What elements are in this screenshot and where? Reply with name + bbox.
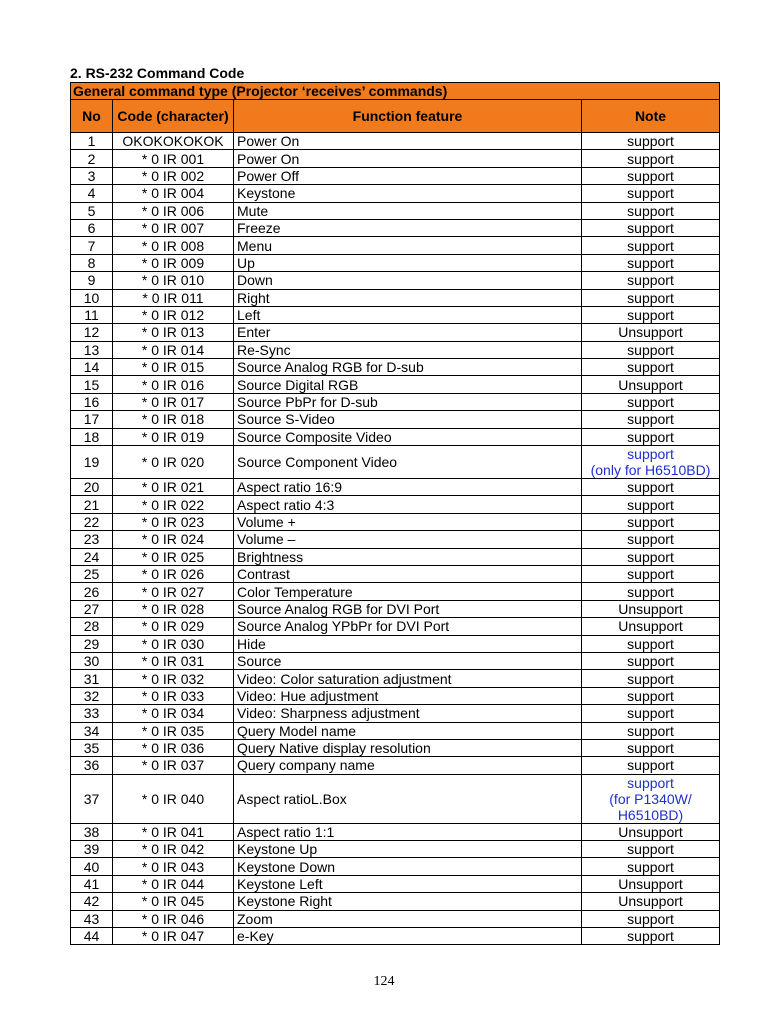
command-code: * 0 IR 040 bbox=[113, 774, 234, 823]
row-number: 15 bbox=[71, 376, 113, 393]
note-cell: support bbox=[582, 858, 720, 875]
command-code: * 0 IR 020 bbox=[113, 446, 234, 479]
note-cell: Unsupport bbox=[582, 618, 720, 635]
command-code: * 0 IR 006 bbox=[113, 202, 234, 219]
table-row bbox=[71, 167, 720, 184]
command-code: * 0 IR 025 bbox=[113, 548, 234, 565]
table-row bbox=[71, 376, 720, 393]
command-code: * 0 IR 046 bbox=[113, 910, 234, 927]
table-title-row bbox=[71, 83, 720, 100]
row-number: 14 bbox=[71, 359, 113, 376]
header-code: Code (character) bbox=[113, 100, 234, 133]
table-row bbox=[71, 722, 720, 739]
row-number: 17 bbox=[71, 411, 113, 428]
note-cell: support bbox=[582, 910, 720, 927]
note-cell: support bbox=[582, 202, 720, 219]
command-code: * 0 IR 015 bbox=[113, 359, 234, 376]
row-number: 39 bbox=[71, 841, 113, 858]
row-number: 10 bbox=[71, 289, 113, 306]
note-cell: support bbox=[582, 739, 720, 756]
note-cell bbox=[582, 446, 720, 479]
function-feature: Aspect ratio 1:1 bbox=[234, 823, 582, 840]
note-cell: Unsupport bbox=[582, 823, 720, 840]
note-cell: support bbox=[582, 496, 720, 513]
function-feature: Power Off bbox=[234, 167, 582, 184]
row-number: 20 bbox=[71, 479, 113, 496]
note-cell: support bbox=[582, 150, 720, 167]
row-number: 31 bbox=[71, 670, 113, 687]
header-note: Note bbox=[582, 100, 720, 133]
command-code: * 0 IR 033 bbox=[113, 687, 234, 704]
function-feature: Aspect ratioL.Box bbox=[234, 774, 582, 823]
command-code: * 0 IR 031 bbox=[113, 652, 234, 669]
table-row bbox=[71, 635, 720, 652]
note-cell: support bbox=[582, 359, 720, 376]
row-number: 9 bbox=[71, 272, 113, 289]
function-feature: Video: Sharpness adjustment bbox=[234, 705, 582, 722]
command-code: * 0 IR 002 bbox=[113, 167, 234, 184]
row-number: 29 bbox=[71, 635, 113, 652]
table-row bbox=[71, 341, 720, 358]
command-code: * 0 IR 001 bbox=[113, 150, 234, 167]
row-number: 33 bbox=[71, 705, 113, 722]
command-code: * 0 IR 022 bbox=[113, 496, 234, 513]
note-cell: support bbox=[582, 219, 720, 236]
table-row bbox=[71, 841, 720, 858]
note-status: support bbox=[627, 774, 674, 791]
note-cell: support bbox=[582, 928, 720, 945]
note-cell: support bbox=[582, 237, 720, 254]
table-row bbox=[71, 479, 720, 496]
note-cell: support bbox=[582, 687, 720, 704]
row-number: 34 bbox=[71, 722, 113, 739]
command-code: * 0 IR 024 bbox=[113, 531, 234, 548]
command-code: * 0 IR 035 bbox=[113, 722, 234, 739]
note-status: support bbox=[627, 446, 674, 463]
command-code: * 0 IR 045 bbox=[113, 893, 234, 910]
row-number: 2 bbox=[71, 150, 113, 167]
note-cell: support bbox=[582, 652, 720, 669]
row-number: 35 bbox=[71, 739, 113, 756]
command-code: * 0 IR 028 bbox=[113, 600, 234, 617]
function-feature: Source Analog YPbPr for DVI Port bbox=[234, 618, 582, 635]
row-number: 8 bbox=[71, 254, 113, 271]
row-number: 28 bbox=[71, 618, 113, 635]
row-number: 12 bbox=[71, 324, 113, 341]
command-code: * 0 IR 014 bbox=[113, 341, 234, 358]
note-cell: support bbox=[582, 185, 720, 202]
command-code: * 0 IR 021 bbox=[113, 479, 234, 496]
table-row bbox=[71, 531, 720, 548]
table-row bbox=[71, 411, 720, 428]
row-number: 7 bbox=[71, 237, 113, 254]
row-number: 25 bbox=[71, 565, 113, 582]
table-row bbox=[71, 254, 720, 271]
header-no: No bbox=[71, 100, 113, 133]
table-row bbox=[71, 237, 720, 254]
function-feature: Source PbPr for D-sub bbox=[234, 393, 582, 410]
command-code: * 0 IR 008 bbox=[113, 237, 234, 254]
row-number: 6 bbox=[71, 219, 113, 236]
command-code: * 0 IR 036 bbox=[113, 739, 234, 756]
row-number: 32 bbox=[71, 687, 113, 704]
function-feature: Keystone bbox=[234, 185, 582, 202]
command-code: * 0 IR 026 bbox=[113, 565, 234, 582]
function-feature: Source Analog RGB for D-sub bbox=[234, 359, 582, 376]
function-feature: Aspect ratio 16:9 bbox=[234, 479, 582, 496]
note-detail: (for P1340W/ bbox=[609, 790, 692, 807]
function-feature: Power On bbox=[234, 150, 582, 167]
function-feature: Menu bbox=[234, 237, 582, 254]
table-row bbox=[71, 875, 720, 892]
note-cell: support bbox=[582, 722, 720, 739]
function-feature: Up bbox=[234, 254, 582, 271]
command-code: * 0 IR 027 bbox=[113, 583, 234, 600]
row-number: 43 bbox=[71, 910, 113, 927]
table-row bbox=[71, 687, 720, 704]
row-number: 5 bbox=[71, 202, 113, 219]
function-feature: Source Composite Video bbox=[234, 428, 582, 445]
note-cell: support bbox=[582, 513, 720, 530]
table-row bbox=[71, 583, 720, 600]
table-row bbox=[71, 565, 720, 582]
command-code: * 0 IR 044 bbox=[113, 875, 234, 892]
function-feature: Hide bbox=[234, 635, 582, 652]
note-detail: H6510BD) bbox=[617, 806, 684, 823]
command-code: * 0 IR 007 bbox=[113, 219, 234, 236]
note-cell: support bbox=[582, 254, 720, 271]
table-row bbox=[71, 910, 720, 927]
table-row bbox=[71, 289, 720, 306]
command-code: * 0 IR 010 bbox=[113, 272, 234, 289]
note-cell: support bbox=[582, 306, 720, 323]
note-cell bbox=[582, 774, 720, 823]
table-row bbox=[71, 893, 720, 910]
row-number: 36 bbox=[71, 757, 113, 774]
table-header-row bbox=[71, 100, 720, 133]
row-number: 1 bbox=[71, 133, 113, 150]
function-feature: e-Key bbox=[234, 928, 582, 945]
row-number: 11 bbox=[71, 306, 113, 323]
table-row bbox=[71, 600, 720, 617]
function-feature: Source bbox=[234, 652, 582, 669]
function-feature: Keystone Left bbox=[234, 875, 582, 892]
table-row bbox=[71, 428, 720, 445]
command-code: * 0 IR 017 bbox=[113, 393, 234, 410]
table-row bbox=[71, 548, 720, 565]
function-feature: Power On bbox=[234, 133, 582, 150]
command-code: * 0 IR 004 bbox=[113, 185, 234, 202]
function-feature: Source Digital RGB bbox=[234, 376, 582, 393]
note-cell: support bbox=[582, 670, 720, 687]
note-cell: support bbox=[582, 548, 720, 565]
command-code: * 0 IR 047 bbox=[113, 928, 234, 945]
command-code: * 0 IR 019 bbox=[113, 428, 234, 445]
row-number: 13 bbox=[71, 341, 113, 358]
row-number: 37 bbox=[71, 774, 113, 823]
note-cell: support bbox=[582, 289, 720, 306]
function-feature: Re-Sync bbox=[234, 341, 582, 358]
command-code: * 0 IR 009 bbox=[113, 254, 234, 271]
row-number: 23 bbox=[71, 531, 113, 548]
row-number: 38 bbox=[71, 823, 113, 840]
command-code: * 0 IR 012 bbox=[113, 306, 234, 323]
section-title: 2. RS-232 Command Code bbox=[70, 65, 245, 81]
table-row bbox=[71, 359, 720, 376]
table-row bbox=[71, 150, 720, 167]
command-code: * 0 IR 029 bbox=[113, 618, 234, 635]
table-row bbox=[71, 928, 720, 945]
table-row bbox=[71, 272, 720, 289]
note-cell: Unsupport bbox=[582, 893, 720, 910]
function-feature: Source Component Video bbox=[234, 446, 582, 479]
row-number: 44 bbox=[71, 928, 113, 945]
row-number: 4 bbox=[71, 185, 113, 202]
command-code: * 0 IR 030 bbox=[113, 635, 234, 652]
command-code: * 0 IR 043 bbox=[113, 858, 234, 875]
table-row bbox=[71, 823, 720, 840]
note-cell: support bbox=[582, 841, 720, 858]
page-number: 124 bbox=[373, 974, 395, 989]
table-row bbox=[71, 757, 720, 774]
function-feature: Query Native display resolution bbox=[234, 739, 582, 756]
row-number: 3 bbox=[71, 167, 113, 184]
table-row bbox=[71, 705, 720, 722]
table-row bbox=[71, 513, 720, 530]
note-cell: support bbox=[582, 583, 720, 600]
header-function: Function feature bbox=[234, 100, 582, 133]
table-row bbox=[71, 393, 720, 410]
function-feature: Keystone Right bbox=[234, 893, 582, 910]
function-feature: Brightness bbox=[234, 548, 582, 565]
command-code: * 0 IR 018 bbox=[113, 411, 234, 428]
table-row bbox=[71, 306, 720, 323]
command-code: * 0 IR 023 bbox=[113, 513, 234, 530]
row-number: 41 bbox=[71, 875, 113, 892]
function-feature: Video: Hue adjustment bbox=[234, 687, 582, 704]
note-detail: (only for H6510BD) bbox=[590, 462, 711, 479]
function-feature: Source S-Video bbox=[234, 411, 582, 428]
note-cell: support bbox=[582, 705, 720, 722]
note-cell: support bbox=[582, 428, 720, 445]
table-row bbox=[71, 219, 720, 236]
function-feature: Enter bbox=[234, 324, 582, 341]
note-cell: support bbox=[582, 272, 720, 289]
command-code: * 0 IR 032 bbox=[113, 670, 234, 687]
function-feature: Mute bbox=[234, 202, 582, 219]
row-number: 24 bbox=[71, 548, 113, 565]
table-title: General command type (Projector ‘receives’ commands) bbox=[71, 83, 720, 100]
row-number: 26 bbox=[71, 583, 113, 600]
command-code: * 0 IR 041 bbox=[113, 823, 234, 840]
command-table bbox=[70, 82, 720, 945]
table-row bbox=[71, 739, 720, 756]
note-cell: support bbox=[582, 479, 720, 496]
table-row bbox=[71, 652, 720, 669]
function-feature: Zoom bbox=[234, 910, 582, 927]
note-cell: support bbox=[582, 757, 720, 774]
table-row bbox=[71, 618, 720, 635]
function-feature: Aspect ratio 4:3 bbox=[234, 496, 582, 513]
note-cell: support bbox=[582, 411, 720, 428]
table-row bbox=[71, 185, 720, 202]
row-number: 27 bbox=[71, 600, 113, 617]
row-number: 22 bbox=[71, 513, 113, 530]
note-cell: support bbox=[582, 341, 720, 358]
table-row bbox=[71, 858, 720, 875]
note-cell: support bbox=[582, 393, 720, 410]
command-code: * 0 IR 016 bbox=[113, 376, 234, 393]
function-feature: Video: Color saturation adjustment bbox=[234, 670, 582, 687]
row-number: 42 bbox=[71, 893, 113, 910]
function-feature: Volume + bbox=[234, 513, 582, 530]
command-code: * 0 IR 042 bbox=[113, 841, 234, 858]
command-code: * 0 IR 037 bbox=[113, 757, 234, 774]
function-feature: Color Temperature bbox=[234, 583, 582, 600]
row-number: 21 bbox=[71, 496, 113, 513]
table-row bbox=[71, 670, 720, 687]
function-feature: Contrast bbox=[234, 565, 582, 582]
note-cell: support bbox=[582, 635, 720, 652]
function-feature: Freeze bbox=[234, 219, 582, 236]
function-feature: Left bbox=[234, 306, 582, 323]
note-cell: Unsupport bbox=[582, 875, 720, 892]
note-cell: Unsupport bbox=[582, 600, 720, 617]
table-row bbox=[71, 774, 720, 823]
command-code: * 0 IR 011 bbox=[113, 289, 234, 306]
function-feature: Right bbox=[234, 289, 582, 306]
function-feature: Down bbox=[234, 272, 582, 289]
function-feature: Keystone Up bbox=[234, 841, 582, 858]
command-code: * 0 IR 013 bbox=[113, 324, 234, 341]
row-number: 40 bbox=[71, 858, 113, 875]
note-cell: support bbox=[582, 167, 720, 184]
table-row bbox=[71, 324, 720, 341]
table-row bbox=[71, 202, 720, 219]
note-cell: support bbox=[582, 531, 720, 548]
note-cell: support bbox=[582, 565, 720, 582]
function-feature: Keystone Down bbox=[234, 858, 582, 875]
function-feature: Volume – bbox=[234, 531, 582, 548]
note-cell: support bbox=[582, 133, 720, 150]
table-body bbox=[71, 133, 720, 945]
row-number: 18 bbox=[71, 428, 113, 445]
function-feature: Source Analog RGB for DVI Port bbox=[234, 600, 582, 617]
row-number: 30 bbox=[71, 652, 113, 669]
command-code: OKOKOKOKOK bbox=[113, 133, 234, 150]
function-feature: Query Model name bbox=[234, 722, 582, 739]
table-row bbox=[71, 133, 720, 150]
row-number: 19 bbox=[71, 446, 113, 479]
table-row bbox=[71, 446, 720, 479]
function-feature: Query company name bbox=[234, 757, 582, 774]
table-row bbox=[71, 496, 720, 513]
command-code: * 0 IR 034 bbox=[113, 705, 234, 722]
row-number: 16 bbox=[71, 393, 113, 410]
note-cell: Unsupport bbox=[582, 376, 720, 393]
note-cell: Unsupport bbox=[582, 324, 720, 341]
